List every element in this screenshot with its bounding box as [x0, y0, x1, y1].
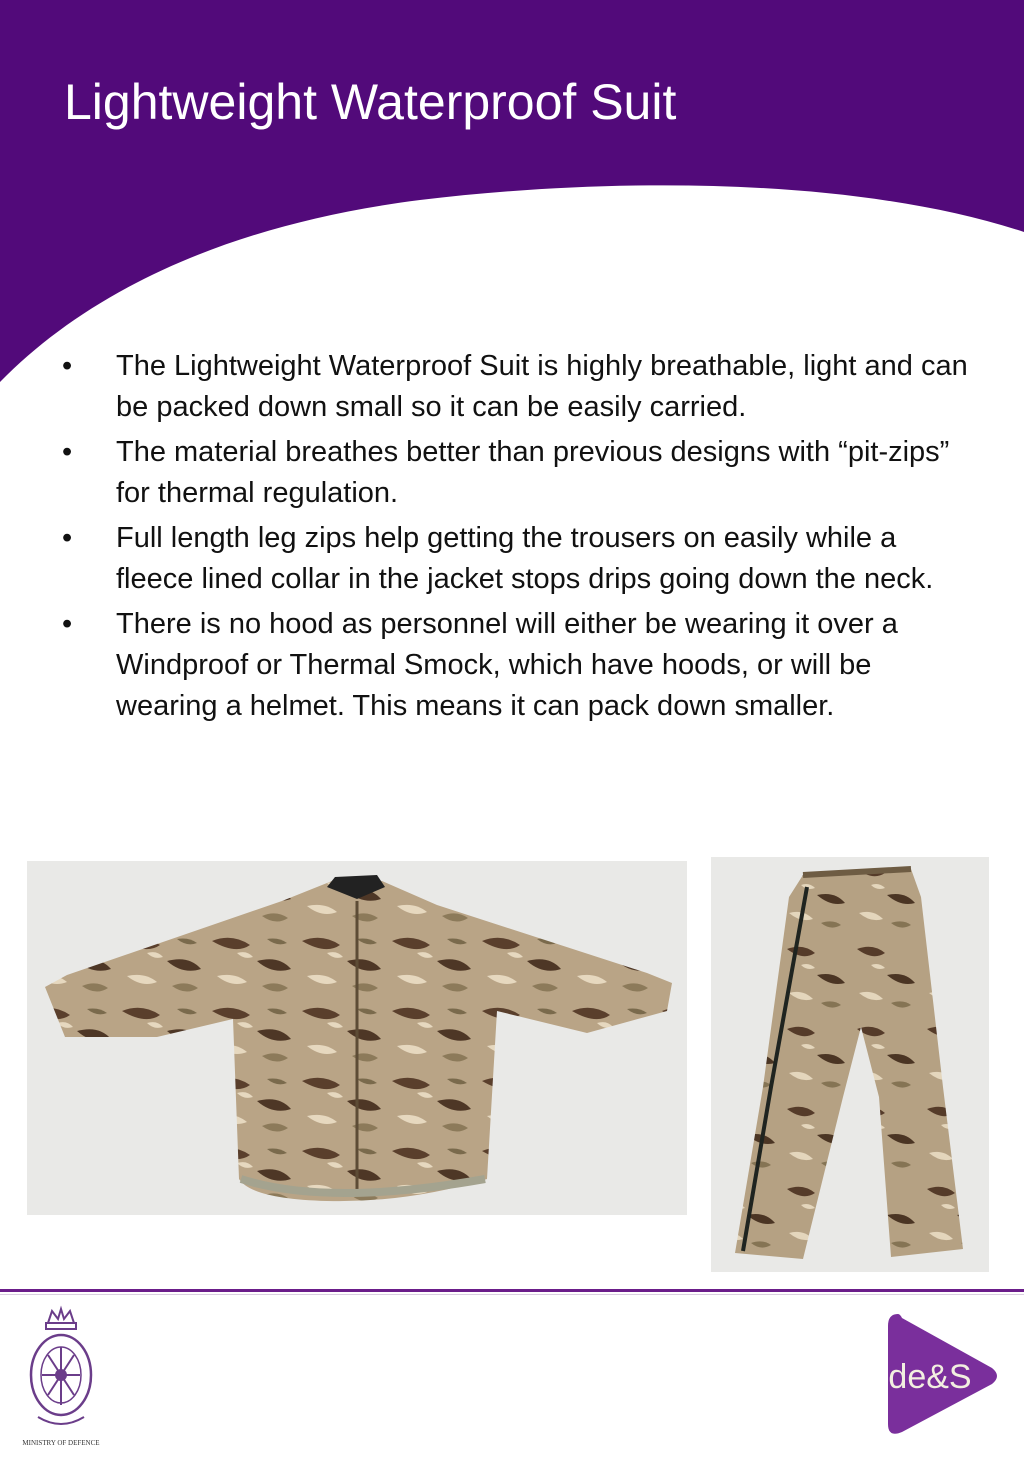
bullet-text: The Lightweight Waterproof Suit is highly breathable, light and can be packed down small so it can be easily carried. [116, 350, 968, 423]
bullet-item [56, 432, 976, 514]
bullet-text: Full length leg zips help getting the trousers on easily while a fleece lined collar in the jacket stops drips going down the neck. [116, 522, 934, 595]
ministry-of-defence-label: MINISTRY OF DEFENCE [22, 1439, 100, 1447]
des-logo-text: de&S [888, 1358, 972, 1396]
bullet-text: The material breathes better than previous designs with “pit-zips” for thermal regulation. [116, 436, 950, 509]
bullet-marker: • [62, 350, 73, 382]
trousers-photo [711, 857, 989, 1272]
header-banner [0, 0, 1024, 400]
bullet-item [56, 518, 976, 600]
footer-divider-shadow [0, 1294, 1024, 1295]
ministry-of-defence-crest-logo [22, 1305, 100, 1455]
bullet-item [56, 604, 976, 727]
bullet-marker: • [62, 436, 73, 468]
jacket-photo [27, 861, 687, 1215]
footer-divider [0, 1289, 1024, 1292]
bullet-marker: • [62, 522, 73, 554]
des-logo [880, 1310, 1002, 1440]
slide-title: Lightweight Waterproof Suit [64, 74, 677, 130]
bullet-list [56, 346, 976, 731]
bullet-text: There is no hood as personnel will either be wearing it over a Windproof or Thermal Smock, which have hoods, or will be wearing a helmet. This means it can pack down smaller. [116, 608, 898, 722]
bullet-marker: • [62, 608, 73, 640]
bullet-item [56, 346, 976, 428]
